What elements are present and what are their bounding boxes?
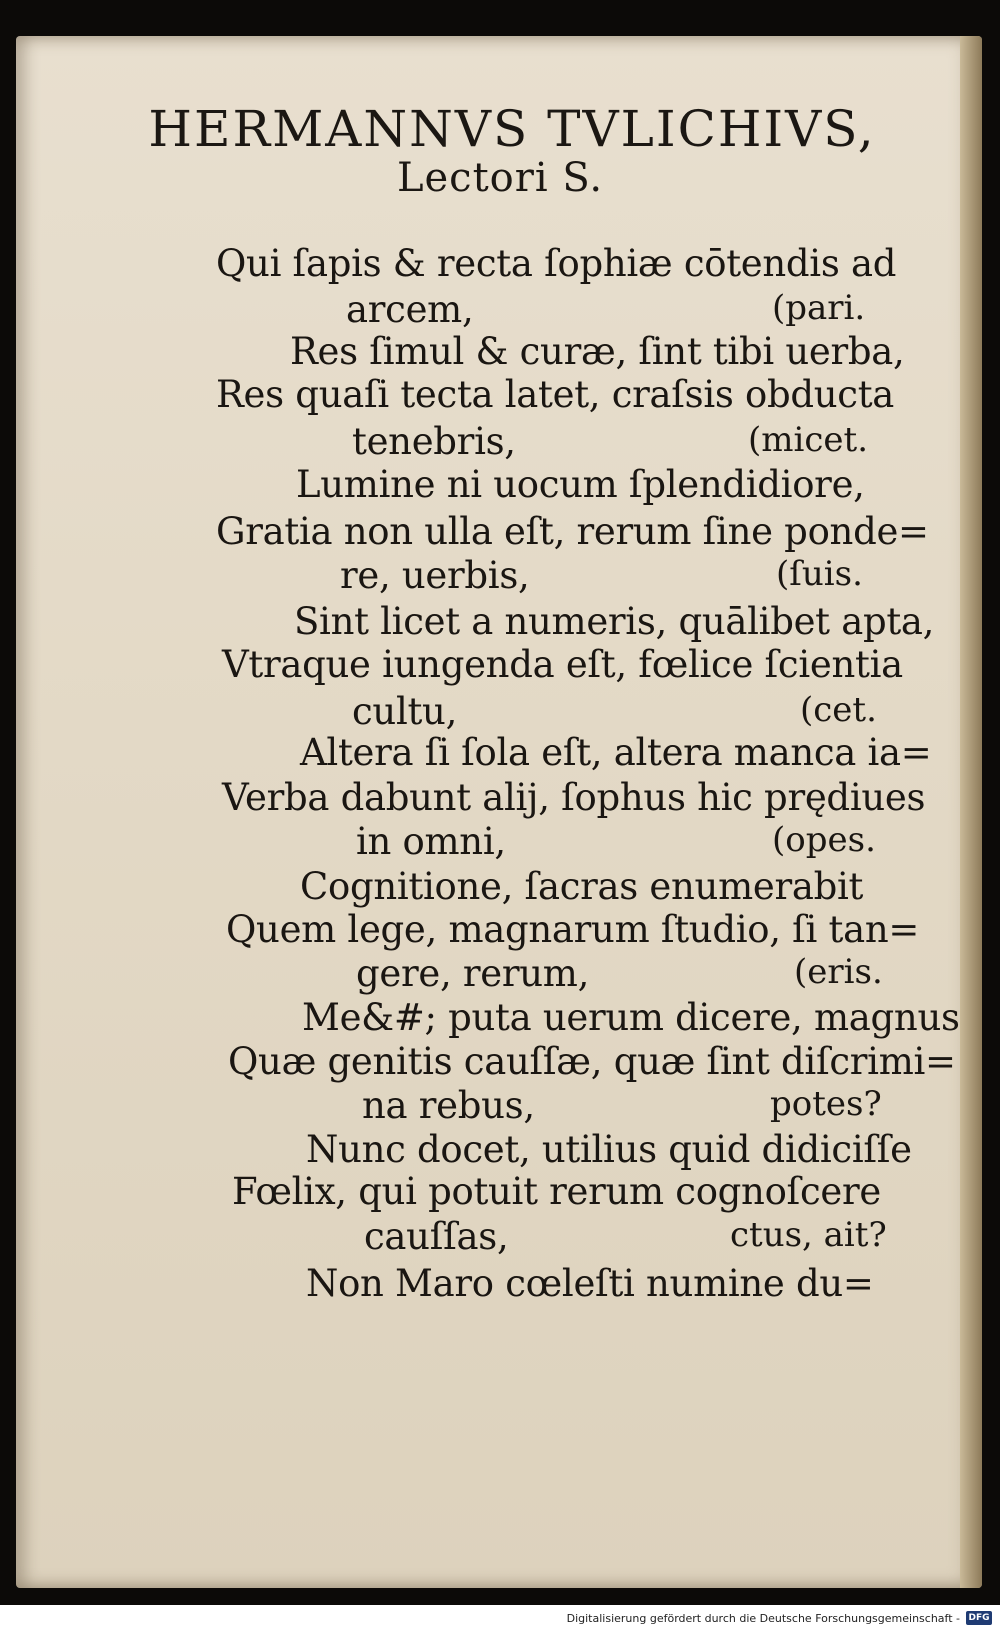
verse-line: Gratia non ulla eſt, rerum ſine ponde=	[216, 510, 929, 553]
turnover-text: (eris.	[794, 952, 883, 992]
turnover-text: (pari.	[772, 288, 866, 328]
turnover-text: (micet.	[748, 420, 869, 460]
verse-line: cauſſas,	[364, 1215, 509, 1258]
verse-line: Altera ſi ſola eſt, altera manca ia=	[300, 731, 932, 774]
verse-line: Vtraque iungenda eſt, fœlice ſcientia	[222, 643, 903, 686]
turnover-text: (cet.	[800, 690, 877, 730]
verse-line: Sint licet a numeris, quālibet apta,	[294, 600, 935, 643]
verse-line: Quæ genitis cauſſæ, quæ ſint diſcrimi=	[228, 1040, 956, 1083]
verse-line: arcem,	[346, 288, 474, 331]
page-subheading: Lectori S.	[396, 155, 604, 201]
turnover-text: ctus, ait?	[730, 1215, 887, 1255]
turnover-text: potes?	[770, 1084, 882, 1124]
page-heading: HERMANNVS TVLICHIVS,	[148, 100, 876, 158]
verse-line: Cognitione, ſacras enumerabit	[300, 865, 864, 908]
turnover-text: (ſuis.	[776, 554, 863, 594]
verse-line: Quem lege, magnarum ſtudio, ſi tan=	[226, 908, 920, 951]
dfg-logo: DFG	[966, 1611, 992, 1625]
turnover-text: (opes.	[772, 820, 876, 860]
verse-line: Lumine ni uocum ſplendidiore,	[296, 463, 865, 506]
verse-line: cultu,	[352, 690, 458, 733]
verse-line: Non Maro cœleſti numine du=	[306, 1262, 874, 1305]
page-edge	[960, 36, 982, 1588]
verse-line: Nunc docet, utilius quid didiciſſe	[306, 1128, 912, 1171]
verse-line: in omni,	[356, 820, 506, 863]
footer-credit: Digitalisierung gefördert durch die Deutsche Forschungsgemeinschaft -	[566, 1612, 960, 1625]
verse-line: na rebus,	[362, 1084, 535, 1127]
verse-line: Fœlix, qui potuit rerum cognoſcere	[232, 1170, 881, 1213]
verse-line: Verba dabunt alij, ſophus hic prędiues	[222, 776, 926, 819]
verse-line: Me&#; puta uerum dicere, magnus	[302, 996, 960, 1039]
verse-line: re, uerbis,	[340, 554, 530, 597]
verse-line: Qui ſapis & recta ſophiæ cōtendis ad	[216, 242, 897, 285]
verse-line: gere, rerum,	[356, 952, 590, 995]
verse-line: tenebris,	[352, 420, 516, 463]
verse-line: Res ſimul & curæ, ſint tibi uerba,	[290, 330, 905, 373]
verse-line: Res quaſi tecta latet, craſsis obducta	[216, 373, 895, 416]
footer	[0, 1608, 1000, 1630]
